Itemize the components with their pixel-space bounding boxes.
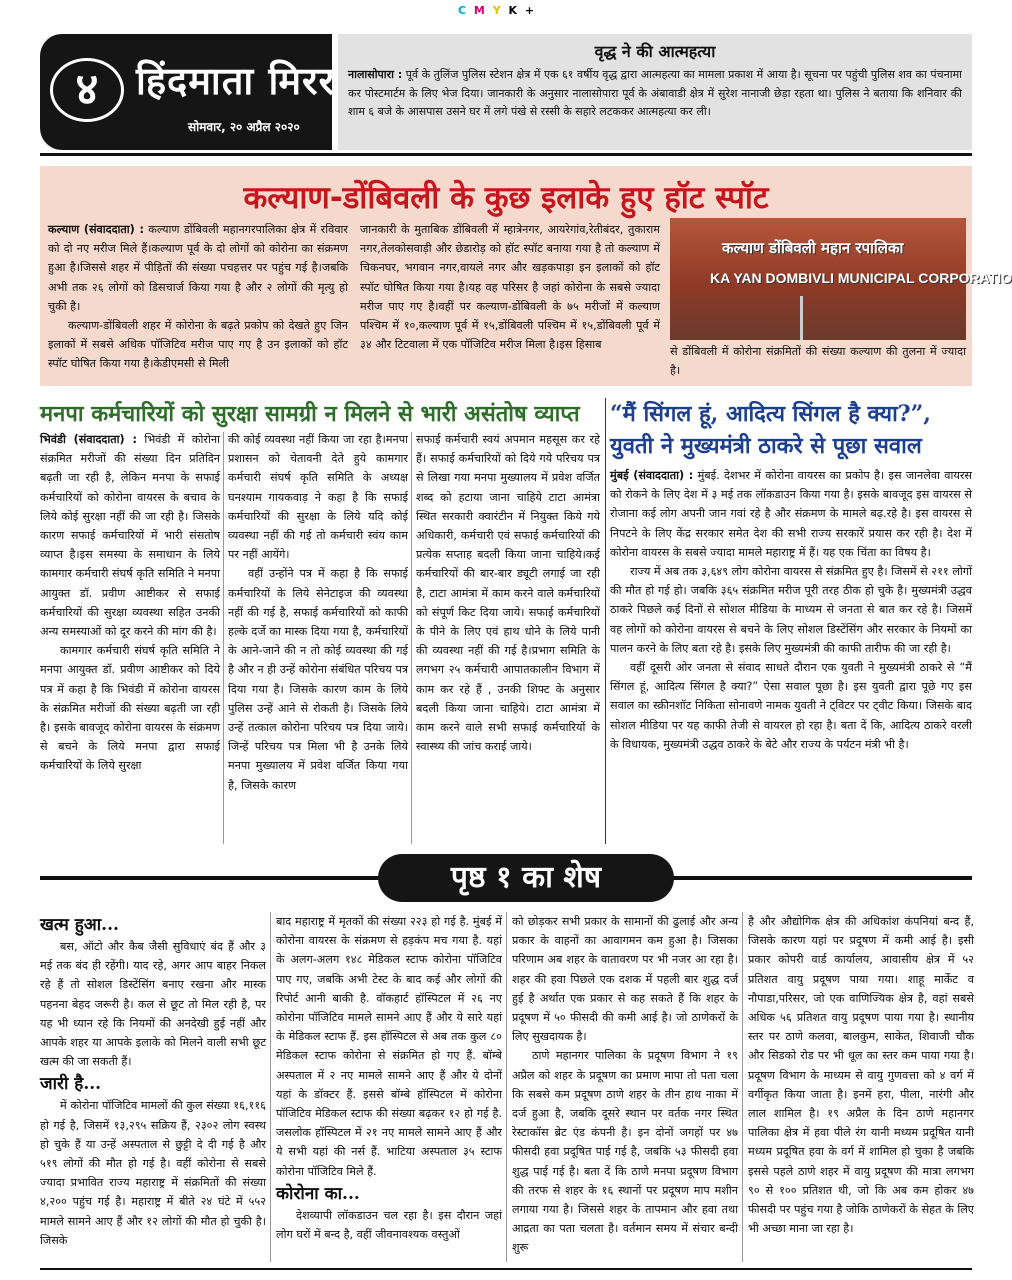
dateline: कल्याण (संवाददाता) : [48, 223, 144, 236]
paper-date: सोमवार, २० अप्रैल २०२० [188, 120, 300, 134]
article-paragraph [40, 430, 220, 641]
article-paragraph: को छोड़कर सभी प्रकार के सामानों की ढुलाई और अन्य प्रकार के वाहनों का आवागमन कम हुआ है। जिसका परिणाम अब शहर के वातावरण पर भी नजर आ रहा है। शहर की हवा पिछले एक दशक में पहली बार शुद्ध दर्ज हुई है अर्थात एक प्रकार से कह सकते हैं कि शहर के प्रदूषण में ५० फीसदी की कमी आई है। जो ठाणेकरों के लिए सुखदायक है। [512, 915, 738, 1044]
article-paragraph: की कोई व्यवस्था नहीं किया जा रहा है।मनपा प्रशासन को चेतावनी देते हुये कामगार कर्मचारी संघर्ष कृति समिति के अध्यक्ष घनश्याम गायकवाड़ ने कहा है कि सफाई कर्मचारियों की सुरक्षा के लिये यदि कोई व्यवस्था नहीं की गई तो कर्मचारी स्वंय काम पर नहीं आयेंगे। [228, 433, 408, 562]
single-headline: “मैं सिंगल हूं, आदित्य सिंगल है क्या?”, युवती ने मुख्यमंत्री ठाकरे से पूछा सवाल [610, 401, 931, 459]
lamp-post [800, 296, 803, 340]
kalyan-headline: कल्याण-डोंबिवली के कुछ इलाके हुए हॉट स्पॉट [243, 180, 769, 216]
article-paragraph: वहीं दूसरी ओर जनता से संवाद साधते दौरान एक युवती ने मुख्यमंत्री ठाकरे से “मैं सिंगल हूं, आदित्य सिंगल है क्या?” ऐसा सवाल पूछा है। इस युवती द्वारा पूछे गए इस सवाल का स्क्रीनशॉट निकिता सोनावणे नामक युवती ने ट्विटर पर ट्वीट किया। जिसके बाद सोशल मीडिया पर यह काफी तेजी से वायरल हो रहा है। बता दें कि, आदित्य ठाकरे वरली के विधायक, मुख्यमंत्री उद्धव ठाकरे के बेटे और राज्य के पर्यटन मंत्री भी है। [610, 661, 972, 751]
page-number: ४ [50, 58, 124, 122]
top-story-headline: वृद्ध ने की आत्महत्या [594, 42, 716, 61]
article-text: कल्याण डोंबिवली महानगरपालिका क्षेत्र में रविवार को दो नए मरीज मिले हैं।कल्याण पूर्व के दो लोगों को कोरोना का संक्रमण हुआ है।जिससे शहर में पीड़ितों की संख्या पचहत्तर पर पहुंच गई है।जबकि अभी तक २६ लोगों को डिसचार्ज किया गया है और २ लोगों की मृत्यु हो चुकी है। [48, 223, 349, 313]
article-text: भिवंडी में कोरोना संक्रमित मरीजों की संख्या दिन प्रतिदिन बढ़ती जा रही है, लेकिन मनपा के सफाई कर्मचारियों को कोरोना वायरस के बचाव के लिये कोई सुरक्षा नहीं की जा रही है। जिसके कारण सफाई कर्मचारियों में भारी संसतोष व्याप्त है।इस समस्या के समाधान के लिये कामगार कर्मचारी संघर्ष कृति समिति ने मनपा आयुक्त डॉ. प्रवीण आष्टीकर से सफाई कर्मचारियों की सुरक्षा व्यवस्था सहित उनकी अन्य समस्याओं को दूर करने की मांग की है। [40, 433, 220, 639]
article-text: पूर्व के तुलिंज पुलिस स्टेशन क्षेत्र में एक ६१ वर्षीय वृद्ध द्वारा आत्महत्या का मामला प्रकाश में आया है। सूचना पर पहुंची पुलिस शव का पंचनामा कर पोस्टमार्टम के लिए भेज दिया। जानकारी के अनुसार नालासोपारा पूर्व के अंबावाडी क्षेत्र में सुरेश नानाजी छेड़ा रहता था। पुलिस ने बताया कि शनिवार की शाम ६ बजे के आसपास उसने घर में लगे पंखे से रस्सी के सहारे लटककर आत्महत्या कर ली। [348, 68, 962, 118]
article-column [416, 430, 600, 756]
article-text: मुंबई. देशभर में कोरोना वायरस का प्रकोप है। इस जानलेवा वायरस को रोकने के लिए देश में ३ मई तक लॉकडाउन किया गया है। इसके बावजूद इस वायरस से रोजाना कई लोग अपनी जान गवां रहे है और संक्रमण के मामले बढ़.रहे है। इस वायरस से निपटने के लिए केंद्र सरकार समेत देश की सभी राज्य सरकारें प्रयास कर रही है। देश में कोरोना वायरस के सबसे ज्यादा मामले महाराष्ट्र में हैं। यह एक चिंता का विषय है। [610, 469, 972, 559]
article-paragraph: वहीं उन्होंने पत्र में कहा है कि सफाई कर्मचारियों के लिये सेनेटाइज की व्यवस्था नहीं की गई है, सफाई कर्मचारियों को काफी हल्के दर्जे का मास्क दिया गया है, कर्मचारियों के आने-जाने की न तो कोई व्यवस्था की गई है और न ही उन्हें कोरोना संबंधित परिचय पत्र दिया गया है। जिसके कारण काम के लिये पुलिस उन्हें आने से रोकती है। जिसके लिये उन्हें तत्काल कोरोना परिचय पत्र दिया जाये।जिन्हें परिचय पत्र मिला भी है उनके लिये मनपा मुख्यालय में प्रवेश वर्जित किया गया है, जिसके कारण [228, 567, 408, 792]
article-column [48, 220, 348, 374]
article-column [40, 430, 220, 776]
masthead [40, 34, 336, 150]
column-divider [411, 432, 412, 844]
black-mark: K [508, 4, 520, 17]
remainder-banner-title: पृष्ठ १ का शेष [378, 854, 674, 902]
article-paragraph: कल्याण-डोंबिवली शहर में कोरोना के बढ़ते प्रकोप को देखते हुए जिन इलाकों में सबसे अधिक पॉजिटिव मरीज पाए गए है उन इलाकों को हॉट स्पॉट घोषित किया गया है।केडीएमसी से मिली [48, 319, 348, 371]
yellow-mark: Y [492, 4, 503, 17]
dateline: नालासोपारा : [348, 68, 403, 81]
column-divider [270, 912, 271, 1262]
article-paragraph: कामगार कर्मचारी संघर्ष कृति समिति ने मनपा आयुक्त डॉ. प्रवीण आष्टीकर को दिये पत्र में कहा है कि भिवंडी में कोरोना वायरस के संक्रमित मरीजों की संख्या बढ़ती जा रही है। इसके बावजूद कोरोना वायरस के संक्रमण से बचने के लिये मनपा द्वारा सफाई कर्मचारियों के लिये सुरक्षा [40, 644, 220, 773]
section-divider [605, 398, 606, 844]
article-paragraph [48, 220, 348, 316]
mnpa-headline: मनपा कर्मचारियों को सुरक्षा सामग्री न मिलने से भारी असंतोष व्याप्त [40, 401, 580, 427]
kalyan-article [40, 166, 1012, 386]
magenta-mark: M [473, 4, 487, 17]
article-paragraph: देशव्यापी लॉकडाउन चल रहा है। इस दौरान जहां लोग घरों में बन्द है, वहीं जीवनावश्यक वस्तुओं [276, 1208, 502, 1242]
article-body [610, 466, 972, 754]
dateline: मुंबई (संवाददाता) : [610, 469, 694, 482]
column-divider [506, 912, 507, 1262]
municipal-building-photo [670, 218, 1012, 340]
article-paragraph: है और औद्योगिक क्षेत्र की अधिकांश कंपनियां बन्द हैं, जिसके कारण यहां पर प्रदूषण में कमी आई है। इसी प्रकार कोपरी वार्ड कार्यालय, आवासीय क्षेत्र में ५२ प्रतिशत वायु प्रदूषण पाया गया। शाहू मार्केट व नौपाडा,परिसर, जो एक वाणिज्यिक क्षेत्र है, वहां सबसे अधिक ५६ प्रतिशत वायु प्रदूषण पाया गया है। स्थानीय स्तर पर ठाणे कलवा, बालकुम, साकेत, शिवाजी चौक और सिडको रोड पर भी धूल का स्तर कम पाया गया है। प्रदूषण विभाग के माध्यम से वायु गुणवत्ता को ४ वर्ग में वर्गीकृत किया जाता है। इनमें हरा, पीला, नारंगी और लाल शामिल है। १९ अप्रैल के दिन ठाणे महानगर पालिका क्षेत्र में हवा पीले रंग यानी मध्यम प्रदूषित यानी मध्यम प्रदूषित हवा के वर्ग में शामिल हो चुका है जबकि इससे पहले ठाणे शहर में वायु प्रदूषण की मात्रा लगभग ९० से १०० प्रतिशत थी, जो कि अब कम होकर ४७ फीसदी पर पहुंच गया है जोकि ठाणेकरों के सेहत के लिए भी अच्छा माना जा रहा है। [748, 915, 974, 1236]
article-paragraph: बाद महाराष्ट्र में मृतकों की संख्या २२३ हो गई है. मुंबई में कोरोना वायरस के संक्रमण से हड़कंप मच गया है. यहां के अलग-अलग १४८ मेडिकल स्टाफ कोरोना पॉजिटिव पाए गए, जबकि अभी टेस्ट के बाद कई और लोगों की रिपोर्ट आनी बाकी है. वॉकहार्ट हॉस्पिटल में २६ नए कोरोना पॉजिटिव मामले सामने आए हैं और ये सारे यहां के मेडिकल स्टाफ हैं. इस हॉस्पिटल से अब तक कुल ८० मेडिकल स्टाफ कोरोना से संक्रमित हो गए हैं. बॉम्बे अस्पताल में २ नए मामले सामने आए हैं और ये दोनों यहां के डॉक्टर हैं. इससे बॉम्बे हॉस्पिटल में कोरोना पॉजिटिव मेडिकल स्टाफ की संख्या बढ़कर १२ हो गई है. जसलोक हॉस्पिटल में २१ नए मामले सामने आए हैं और ये सभी यहां की नर्स हैं. भाटिया अस्पताल ३५ स्टाफ कोरोना पॉजिटिव मिले हैं. [276, 915, 502, 1178]
article-paragraph: सफाई कर्मचारी स्वयं अपमान महसूस कर रहे हैं। सफाई कर्मचारियों को दिये गये परिचय पत्र से लिखा गया मनपा मुख्यालय में प्रवेश वर्जित शब्द को हटाया जाना चाहिये टाटा आमंत्रा स्थित सरकारी क्वारंटीन में नियुक्त किये गये अधिकारी, कर्मचारी एवं सफाई कर्मचारियों की प्रत्येक सप्ताह बदली किया जाना चाहिये।कई कर्मचारियों की बार-बार ड्यूटी लगाई जा रही है, टाटा आमंत्रा में काम करने वाले कर्मचारियों को संपूर्ण किट दिया जाये। सफाई कर्मचारियों के पीने के लिए एवं हाथ धोने के लिये पानी की व्यवस्था नहीं की गई है।प्रभाग समिति के लगभग २५ कर्मचारी आपातकालीन विभाग में काम कर रहे हैं , उनकी शिफ्ट के अनुसार बदली किया जाना चाहिये। टाटा आमंत्रा में काम करने वाले सभी सफाई कर्मचारियों के स्वास्थ्य की जांच कराई जाये। [416, 433, 600, 754]
dateline: भिवंडी (संवाददाता) : [40, 433, 137, 446]
article-paragraph: बस, ऑटो और कैब जैसी सुविधाएं बंद हैं और ३ मई तक बंद ही रहेंगी। याद रहे, अगर आप बाहर निकल रहे हैं तो सोशल डिस्टेंसिंग बनाए रखना और मास्क पहनना बेहद जरूरी है। कल से छूट तो मिल रही है, पर यह भी ध्यान रहे कि नियमों की अनदेखी हुई नहीं और आपके शहर या आपके इलाके को मिलने वाली सभी छूट खत्म की जा सकती हैं। [40, 940, 266, 1069]
divider [40, 1268, 972, 1270]
print-color-marks [458, 4, 536, 17]
article-column [228, 430, 408, 795]
remainder-banner [40, 852, 972, 904]
article-paragraph [610, 466, 972, 562]
article-paragraph: में कोरोना पॉजिटिव मामलों की कुल संख्या १६,११६ हो गई है, जिसमें १३,२९५ सक्रिय हैं, २३०२ लोग स्वस्थ हो चुके हैं या उन्हें अस्पताल से छुट्टी दे दी गई है और ५१९ लोगों की मौत हो गई है। वहीं कोरोना से सबसे ज्यादा प्रभावित राज्य महाराष्ट्र में संक्रमितों की संख्या ४,२०० पहुंच गई है। महाराष्ट्र में बीते २४ घंटे में ५५२ मामले सामने आए हैं और १२ लोगों की मौत हो चुकी है। जिसके [40, 1099, 266, 1247]
remainder-column [276, 912, 502, 1244]
remainder-column [748, 912, 974, 1238]
registration-crosshair-icon: + [524, 4, 537, 17]
article-column [360, 220, 660, 354]
remainder-column [40, 912, 266, 1250]
top-story [338, 34, 972, 150]
continuation-heading: जारी है... [40, 1074, 102, 1095]
photo-sign-hindi: कल्याण डोंबिवली महान रपालिका [722, 239, 904, 257]
column-divider [223, 432, 224, 844]
article-paragraph: राज्य में अब तक ३,६४९ लोग कोरोना वायरस से संक्रमित हुए है। जिसमें से २११ लोगों की मौत हो गई हो। जबकि ३६५ संक्रमित मरीज पूरी तरह ठीक हो चुके है। मुख्यमंत्री उद्धव ठाकरे पिछले कई दिनों से सोशल मीडिया के माध्यम से जनता से बात कर रहे है। जिसमें वह लोगों को कोरोना वायरस से बचने के लिए सोशल डिस्टेंसिंग और सरकार के नियमों का पालन करने के लिए बता रहे है। इसके लिए मुख्यमंत्री की काफी तारीफ की जा रही है। [610, 565, 972, 655]
cyan-mark: C [458, 4, 469, 17]
remainder-column [512, 912, 738, 1258]
paper-name: हिंदमाता मिरर [136, 58, 336, 103]
photo-sign-english: KA YAN DOMBIVLI MUNICIPAL CORPORATIO [710, 270, 1012, 286]
continuation-heading: खत्म हुआ... [40, 915, 119, 935]
column-divider [742, 912, 743, 1262]
continuation-heading: कोरोना का... [276, 1183, 360, 1204]
divider [40, 153, 972, 156]
photo-caption: से डोंबिवली में कोरोना संक्रमितों की संख्या कल्याण की तुलना में ज्यादा है। [670, 345, 966, 378]
article-paragraph: ठाणे महानगर पालिका के प्रदूषण विभाग ने १९ अप्रैल को शहर के प्रदूषण का प्रमाण मापा तो पता चला कि सबसे कम प्रदूषण ठाणे शहर के तीन हाथ नाका में दर्ज हुआ है, जबकि दूसरे स्थान पर वर्तक नगर स्थित रेस्टाकॉस ब्रेट एंड कंपनी है। इन दोनों जगहों पर ४७ फीसदी हवा प्रदूषित पाई गई है, जबकि ५३ फीसदी हवा शुद्ध पाई गई है। बता दें कि ठाणे मनपा प्रदूषण विभाग की तरफ से शहर के १६ स्थानों पर प्रदूषण माप मशीन लगाया गया है। जिससे शहर के तापमान और हवा तथा आद्रता का पता चलता है। वर्तमान समय में संचार बन्दी शुरू [512, 1049, 738, 1255]
article-paragraph: जानकारी के मुताबिक डोंबिवली में म्हात्रेनगर, आयरेगांव,रेतीबंदर, तुकाराम नगर,तेलकोसवाड़ी और छेडारोड़ को हॉट स्पॉट बनाया गया है तो कल्याण में चिकनघर, भगवान नगर,वायले नगर और खड़कपाड़ा इन इलाकों को हॉट स्पॉट घोषित किया गया है।यह वह परिसर है जहां कोरोना के सबसे ज्यादा मरीज पाए गए है।वहीं पर कल्याण-डोंबिवली के ७५ मरीजों में कल्याण पश्चिम में १०,कल्याण पूर्व में १५,डोंबिवली पश्चिम में १५,डोंबिवली पूर्व में ३४ और टिटवाला में एक पॉजिटिव मरीज मिला है।इस हिसाब [360, 223, 660, 352]
top-story-body [348, 66, 962, 122]
